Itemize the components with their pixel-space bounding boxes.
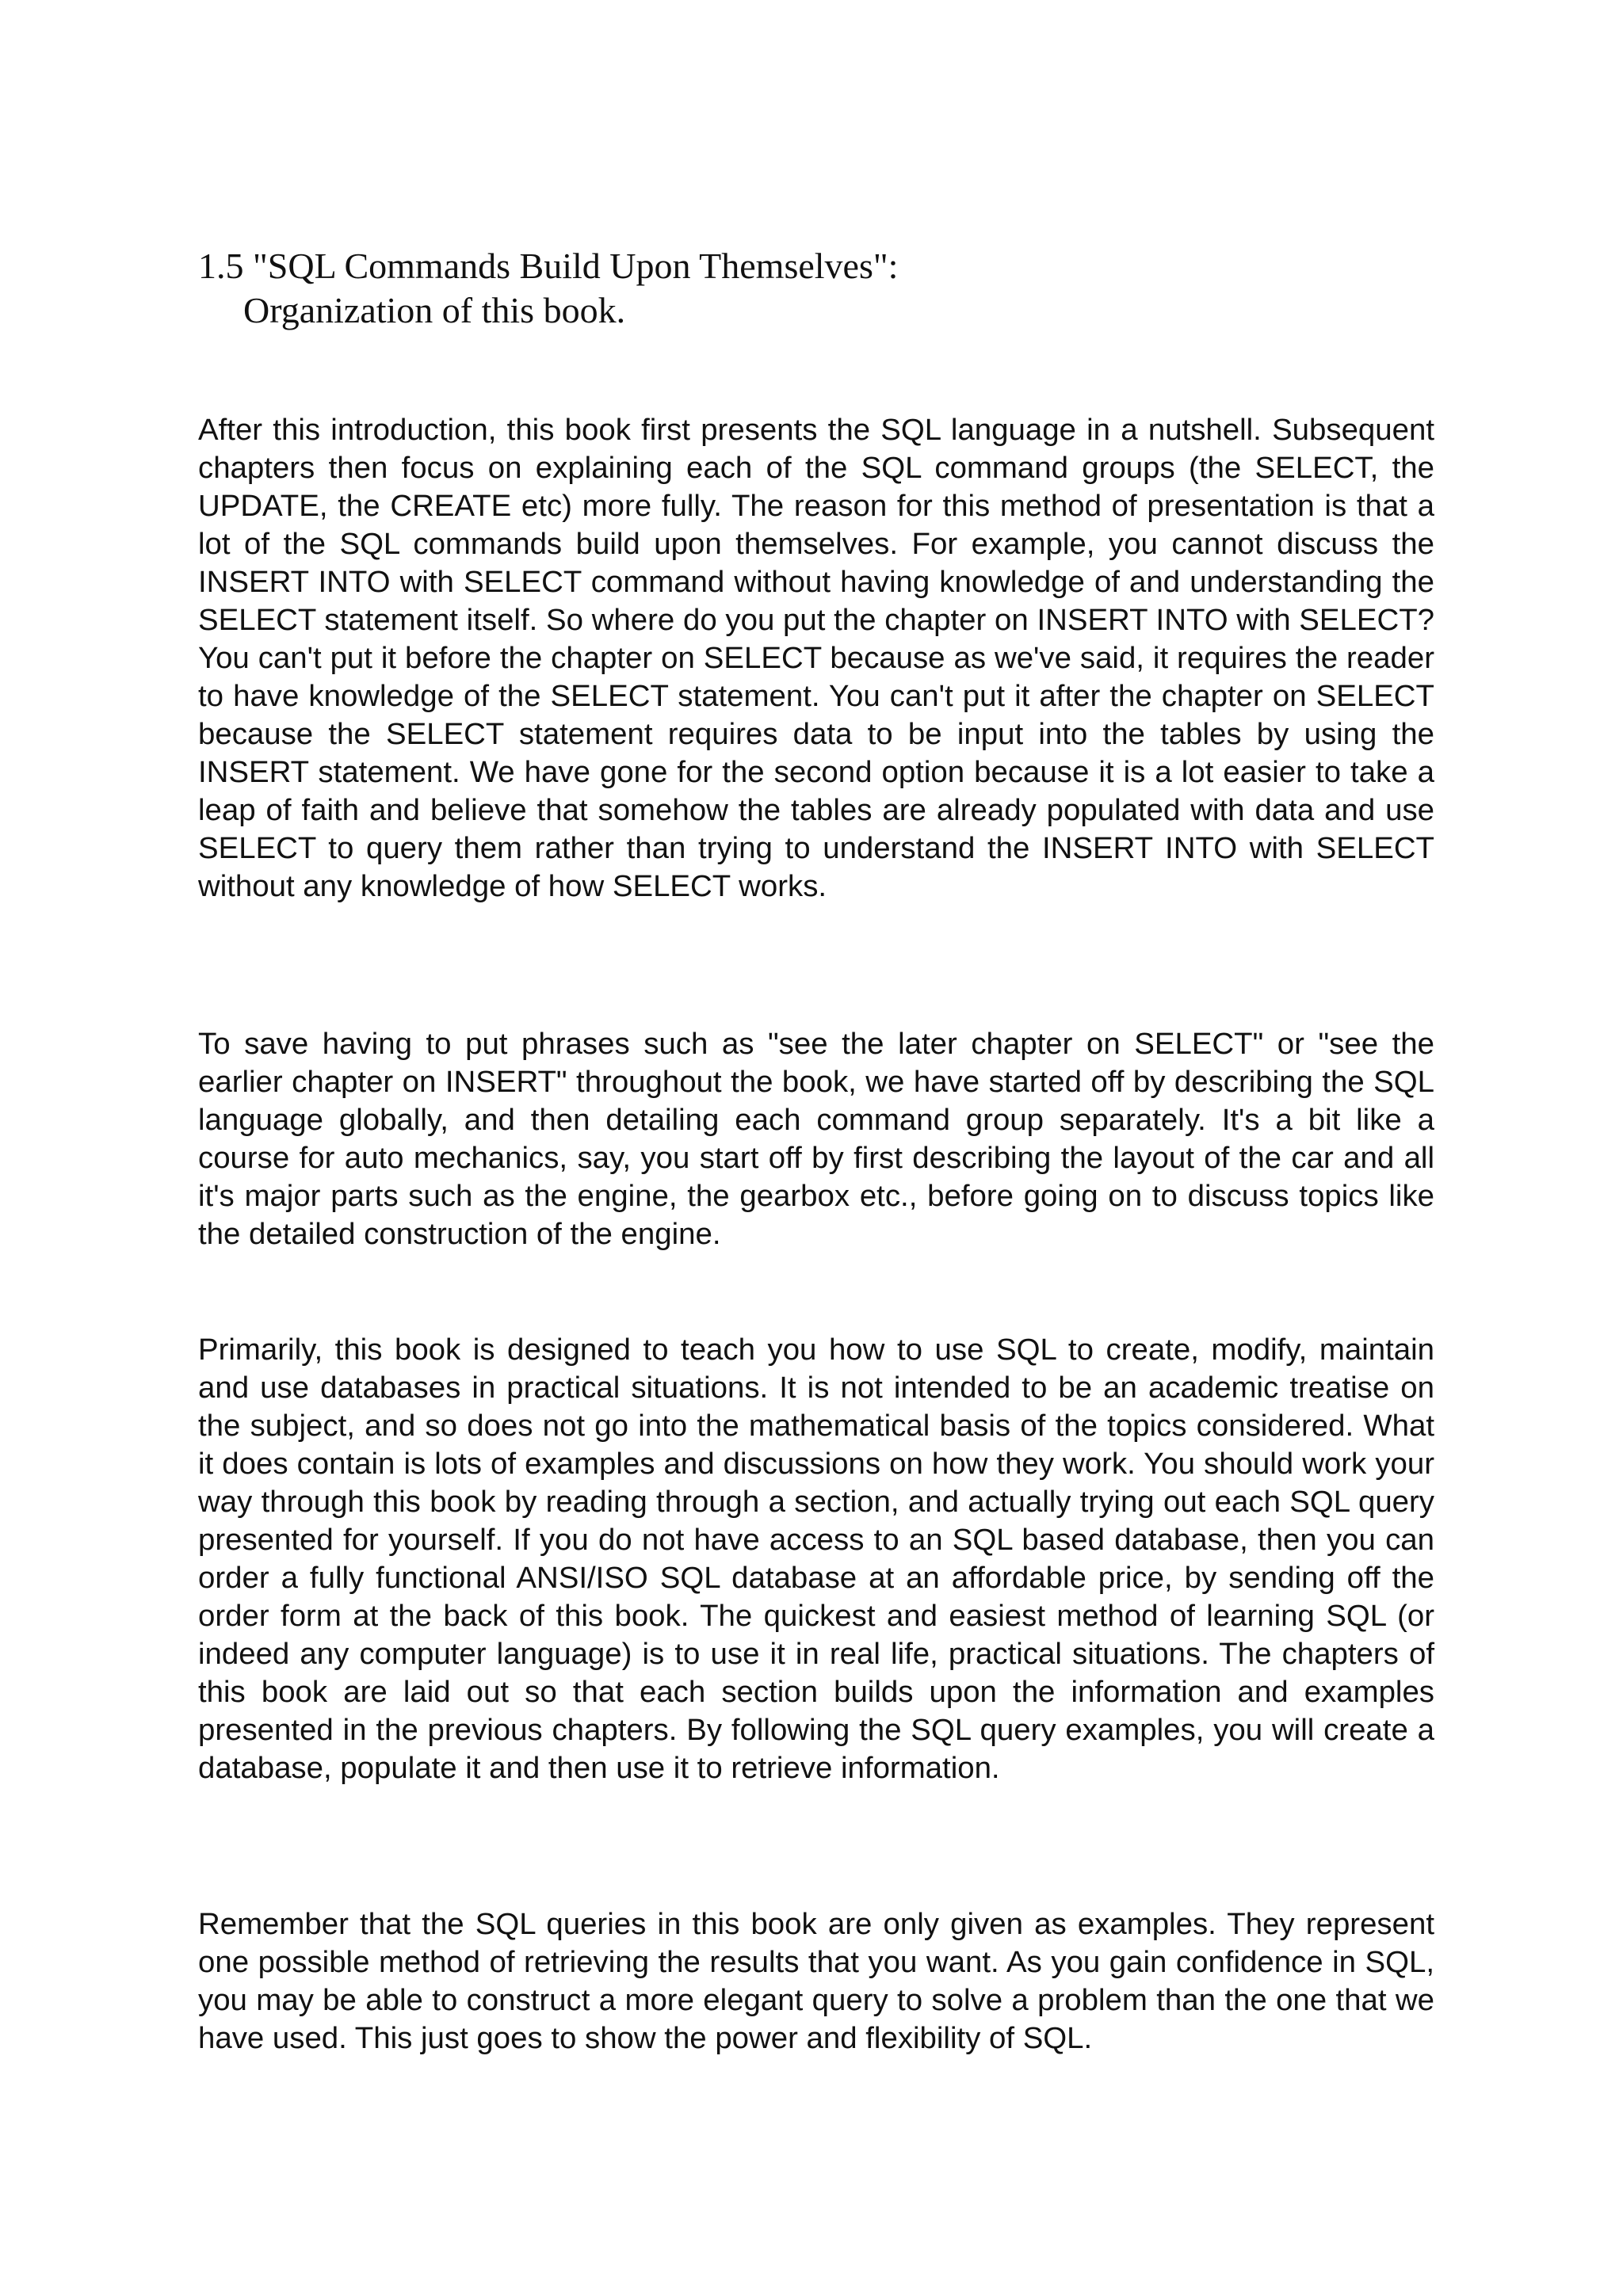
section-title-line-1: 1.5 "SQL Commands Build Upon Themselves": <box>198 246 899 286</box>
paragraph-global-overview: To save having to put phrases such as "see the later chapter on SELECT" or "see the earlier chapter on INSERT" throughout the book, we have started off by describing the SQL language globally, and then detailing each command group separately. It's a bit like a course for auto mechanics, say, you start off by first describing the layout of the car and all it's major parts such as the engine, the gearbox etc., before going on to discuss topics like the detailed construction of the engine. <box>198 1027 1434 1251</box>
paragraph-query-examples: Remember that the SQL queries in this book are only given as examples. They represent one possible method of retrieving the results that you want. As you gain confidence in SQL, you may be able to construct a more elegant query to solve a problem than the one that we have used. This just goes to show the power and flexibility of SQL. <box>198 1907 1434 2055</box>
paragraph-book-purpose: Primarily, this book is designed to teach you how to use SQL to create, modify, maintain and use databases in practical situations. It is not intended to be an academic treatise on the subject, and so does not go into the mathematical basis of the topics considered. What it does contain is lots of examples and discussions on how they work. You should work your way through this book by reading through a section, and actually trying out each SQL query presented for yourself. If you do not have access to an SQL based database, then you can order a fully functional ANSI/ISO SQL database at an affordable price, by sending off the order form at the back of this book. The quickest and easiest method of learning SQL (or indeed any computer language) is to use it in real life, practical situations. The chapters of this book are laid out so that each section builds upon the information and examples presented in the previous chapters. By following the SQL query examples, you will create a database, populate it and then use it to retrieve information. <box>198 1333 1434 1785</box>
section-title-line-2: Organization of this book. <box>243 290 626 330</box>
section-heading <box>198 244 1434 333</box>
paragraph-intro-structure: After this introduction, this book first presents the SQL language in a nutshell. Subsequent chapters then focus on explaining each of the SQL command groups (the SELECT, the UPDATE, the CREATE etc) more fully. The reason for this method of presentation is that a lot of the SQL commands build upon themselves. For example, you cannot discuss the INSERT INTO with SELECT command without having knowledge of and understanding the SELECT statement itself. So where do you put the chapter on INSERT INTO with SELECT? You can't put it before the chapter on SELECT because as we've said, it requires the reader to have knowledge of the SELECT statement. You can't put it after the chapter on SELECT because the SELECT statement requires data to be input into the tables by using the INSERT statement. We have gone for the second option because it is a lot easier to take a leap of faith and believe that somehow the tables are already populated with data and use SELECT to query them rather than trying to understand the INSERT INTO with SELECT without any knowledge of how SELECT works. <box>198 413 1434 903</box>
